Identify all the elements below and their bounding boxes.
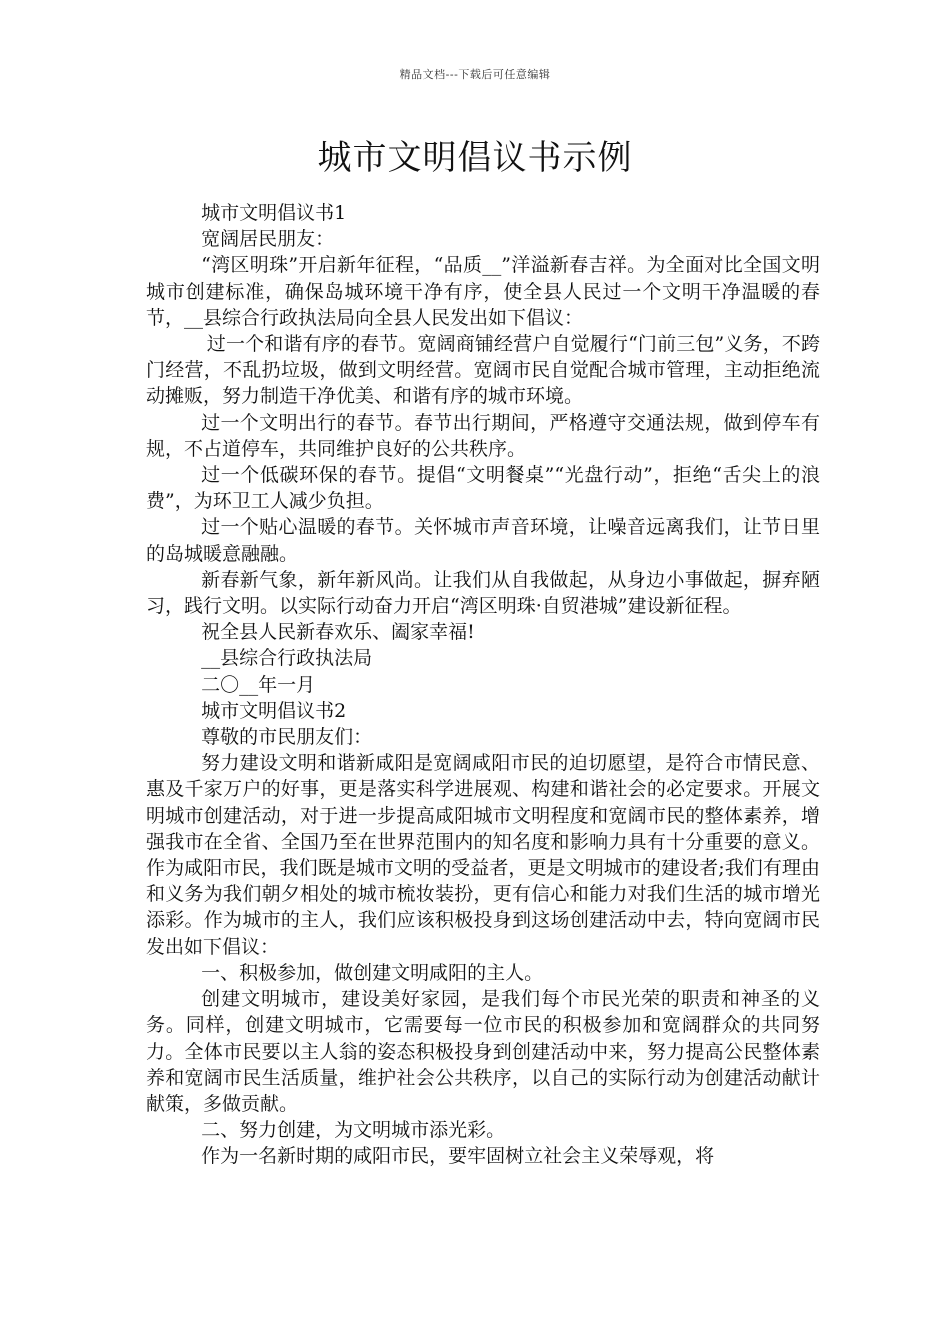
paragraph: 新春新气象，新年新风尚。让我们从自我做起，从身边小事做起，摒弃陋习，践行文明。以实际行动奋力开启“湾区明珠·自贸港城”建设新征程。 [146, 568, 820, 618]
paragraph: 过一个和谐有序的春节。宽阔商铺经营户自觉履行“门前三包”义务，不跨门经营，不乱扔垃圾，做到文明经营。宽阔市民自觉配合城市管理，主动拒绝流动摊贩，努力制造干净优美、和谐有序的城市环境。 [146, 333, 820, 408]
paragraph: “湾区明珠”开启新年征程，“品质__”洋溢新春吉祥。为全面对比全国文明城市创建标准，确保岛城环境干净有序，使全县人民过一个文明干净温暖的春节，__县综合行政执法局向全县人民发出如下倡议： [146, 254, 820, 329]
header-note: 精品文档---下载后可任意编辑 [399, 68, 551, 81]
document-title: 城市文明倡议书示例 [317, 138, 633, 178]
paragraph: 过一个低碳环保的春节。提倡“文明餐桌”“光盘行动”，拒绝“舌尖上的浪费”，为环卫工人减少负担。 [146, 464, 820, 513]
closing-wish: 祝全县人民新春欢乐、阖家幸福! [201, 621, 475, 644]
section-heading: 二、努力创建，为文明城市添光彩。 [201, 1119, 506, 1142]
signature: __县综合行政执法局 [201, 647, 373, 670]
paragraph: 努力建设文明和谐新咸阳是宽阔咸阳市民的迫切愿望，是符合市情民意、惠及千家万户的好事，更是落实科学进展观、构建和谐社会的必定要求。开展文明城市创建活动，对于进一步提高咸阳城市文明程度和宽阔市民的整体素养，增强我市在全省、全国乃至在世界范围内的知名度和影响力具有十分重要的意义。作为咸阳市民，我们既是城市文明的受益者，更是文明城市的建设者;我们有理由和义务为我们朝夕相处的城市梳妆装扮，更有信心和能力对我们生活的城市增光添彩。作为城市的主人，我们应该积极投身到这场创建活动中去，特向宽阔市民发出如下倡议： [146, 752, 820, 958]
paragraph: 过一个贴心温暖的春节。关怀城市声音环境，让噪音远离我们，让节日里的岛城暖意融融。 [146, 516, 820, 565]
document-body [146, 200, 820, 1170]
section-heading: 一、积极参加，做创建文明咸阳的主人。 [201, 961, 544, 984]
paragraph: 作为一名新时期的咸阳市民，要牢固树立社会主义荣辱观，将 [201, 1145, 715, 1168]
letter-heading: 城市文明倡议书1 [201, 202, 347, 224]
letter-heading: 城市文明倡议书2 [201, 699, 347, 722]
date-line: 二〇__年一月 [201, 673, 316, 696]
salutation: 宽阔居民朋友： [201, 228, 335, 251]
paragraph: 过一个文明出行的春节。春节出行期间，严格遵守交通法规，做到停车有规，不占道停车，共同维护良好的公共秩序。 [146, 411, 820, 460]
paragraph: 创建文明城市，建设美好家园，是我们每个市民光荣的职责和神圣的义务。同样，创建文明城市，它需要每一位市民的积极参加和宽阔群众的共同努力。全体市民要以主人翁的姿态积极投身到创建活动中来，努力提高公民整体素养和宽阔市民生活质量，维护社会公共秩序，以自己的实际行动为创建活动献计献策，多做贡献。 [146, 988, 820, 1115]
salutation: 尊敬的市民朋友们： [201, 726, 373, 749]
